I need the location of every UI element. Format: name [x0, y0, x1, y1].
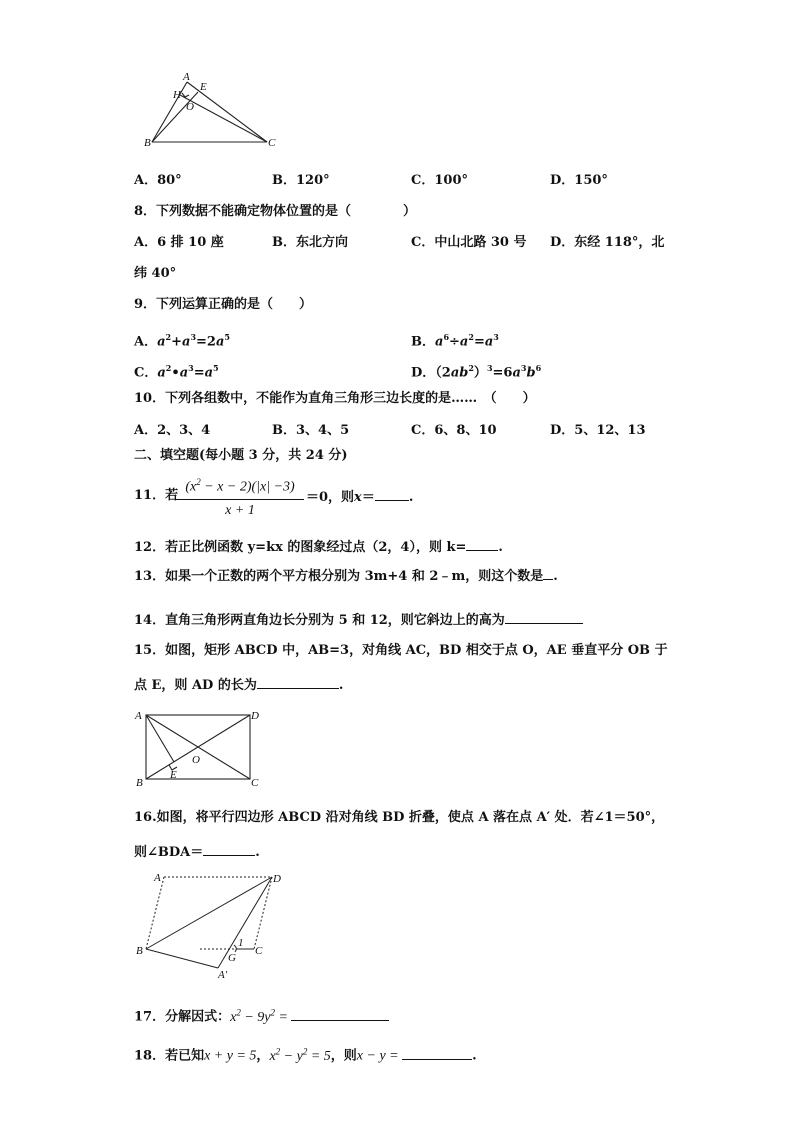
q9-option-a-label: A． [134, 334, 158, 350]
q18-mid: ， [256, 1048, 270, 1064]
q16-line2-text: 则∠BDA＝ [134, 845, 204, 860]
q15-line2 [134, 676, 343, 694]
q8-option-d: D．东经 118°，北 [550, 235, 665, 250]
q11-answer-blank[interactable] [375, 488, 409, 501]
q7-label-h: H [173, 89, 181, 101]
q15-answer-blank[interactable] [257, 676, 339, 689]
section-2-heading: 二、填空题(每小题 3 分，共 24 分) [134, 448, 348, 463]
q9-option-b-label: B． [411, 334, 435, 350]
q9-option-b: B．$a^6\div a^2=a^3$ [411, 332, 499, 350]
q18-answer-blank[interactable] [402, 1047, 472, 1060]
q11-prefix: 11．若 [134, 488, 179, 503]
q18 [134, 1043, 477, 1065]
q11-fraction [176, 473, 304, 520]
q13-end: . [553, 569, 558, 584]
q14-text: 14．直角三角形两直角边长分别为 5 和 12，则它斜边上的高为 [134, 613, 505, 628]
q18-expr-2: $x^2 - y^2 = 5$ [269, 1046, 331, 1064]
q7-label-c: C [268, 137, 276, 149]
q16-label-a-prime: A′ [218, 969, 228, 981]
q14 [134, 611, 583, 629]
q16-label-b: B [136, 945, 143, 957]
q13-answer-blank[interactable] [543, 567, 553, 580]
q8-option-d-continued: 纬 40° [134, 266, 177, 281]
q16-label-angle-1: 1 [238, 937, 244, 949]
q15-label-a: A [135, 710, 142, 722]
q12-answer-blank[interactable] [466, 538, 498, 551]
q16-label-g: G [228, 952, 236, 964]
q17-answer-blank[interactable] [291, 1008, 389, 1021]
q11-eq: ＝ [361, 490, 375, 505]
q7-option-d: D．150° [550, 173, 608, 188]
q16-parallelogram-figure [132, 866, 292, 982]
q9-option-d-label: D． [411, 365, 436, 381]
q15-label-e: E [170, 769, 177, 781]
q15-label-d: D [251, 710, 259, 722]
q18-expr-1: x + y = 5 [204, 1048, 257, 1064]
q10-option-b: B．3、4、5 [272, 423, 350, 438]
q18-mid2: ，则 [330, 1048, 357, 1064]
q16-label-c: C [255, 945, 263, 957]
q7-option-b: B．120° [272, 173, 330, 188]
q15-line2-text: 点 E，则 AD 的长为 [134, 678, 257, 693]
q13 [134, 567, 558, 585]
q9-option-a: A．$a^2+a^3=2a^5$ [134, 332, 230, 350]
q8-option-b: B．东北方向 [272, 235, 348, 250]
q16-answer-blank[interactable] [203, 843, 255, 856]
q9-stem: 9．下列运算正确的是（ ） [134, 297, 313, 312]
q12-text: 12．若正比例函数 y=kx 的图象经过点（2，4），则 k= [134, 540, 467, 555]
q16-label-a: A [154, 872, 161, 884]
q16-line2 [134, 843, 260, 861]
q15-label-b: B [136, 777, 143, 788]
q11-fraction-bar [176, 499, 304, 500]
q18-expr-3: x − y = [356, 1048, 403, 1064]
q11-var: x [354, 490, 362, 505]
q8-stem: 8．下列数据不能确定物体位置的是（ ） [134, 204, 417, 219]
q15-end: . [338, 678, 344, 693]
q18-end: . [472, 1048, 477, 1064]
q7-triangle-figure [140, 68, 280, 152]
q10-option-d: D．5、12、13 [550, 423, 646, 438]
q16-line1: 16.如图，将平行四边形 ABCD 沿对角线 BD 折叠，使点 A 落在点 A′ 处．若∠1＝50°， [134, 810, 665, 825]
q15-line1: 15．如图，矩形 ABCD 中，AB=3，对角线 AC，BD 相交于点 O，AE 垂直平分 OB 于 [134, 643, 668, 658]
q15-rectangle-figure [132, 706, 266, 788]
q7-label-b: B [144, 137, 151, 149]
q9-option-c-label: C． [134, 365, 158, 381]
q7-option-a: A．80° [134, 173, 182, 188]
q10-stem: 10．下列各组数中，不能作为直角三角形三边长度的是…… （ ） [134, 391, 536, 406]
q17 [134, 1004, 389, 1026]
q8-option-c: C．中山北路 30 号 [411, 235, 527, 250]
q7-label-o: O [186, 101, 194, 113]
q7-label-e: E [200, 81, 207, 93]
q17-expression: $x^2 - 9y^2$ = [230, 1007, 292, 1025]
q16-label-d: D [273, 873, 281, 885]
q8-option-a: A．6 排 10 座 [134, 235, 224, 250]
q11-suffix-eq: ＝0，则 [306, 490, 355, 505]
q11-numerator: $(x^2 - x - 2)(|x| -3)$ [185, 477, 295, 495]
q15-label-o: O [192, 754, 200, 766]
q18-prefix: 18．若已知 [134, 1048, 205, 1064]
q15-label-c: C [251, 777, 259, 788]
q11-end: . [408, 490, 414, 505]
q7-label-a: A [183, 71, 190, 83]
q12-end: . [498, 540, 503, 555]
q13-text: 13．如果一个正数的两个平方根分别为 3m+4 和 2﹣m，则这个数是 [134, 569, 544, 584]
q12 [134, 538, 503, 556]
q9-option-d: D．$(2ab^2)^3=6a^3b^6$ [411, 363, 542, 381]
q10-option-c: C．6、8、10 [411, 423, 497, 438]
q14-answer-blank[interactable] [505, 611, 583, 624]
q11-suffix [306, 488, 413, 506]
q10-option-a: A．2、3、4 [134, 423, 211, 438]
q7-option-c: C．100° [411, 173, 468, 188]
q11-denominator: x + 1 [225, 502, 255, 518]
q16-end: . [255, 845, 260, 860]
q9-option-c: C．$a^2•a^3=a^5$ [134, 363, 219, 381]
q17-text: 17．分解因式： [134, 1009, 231, 1025]
